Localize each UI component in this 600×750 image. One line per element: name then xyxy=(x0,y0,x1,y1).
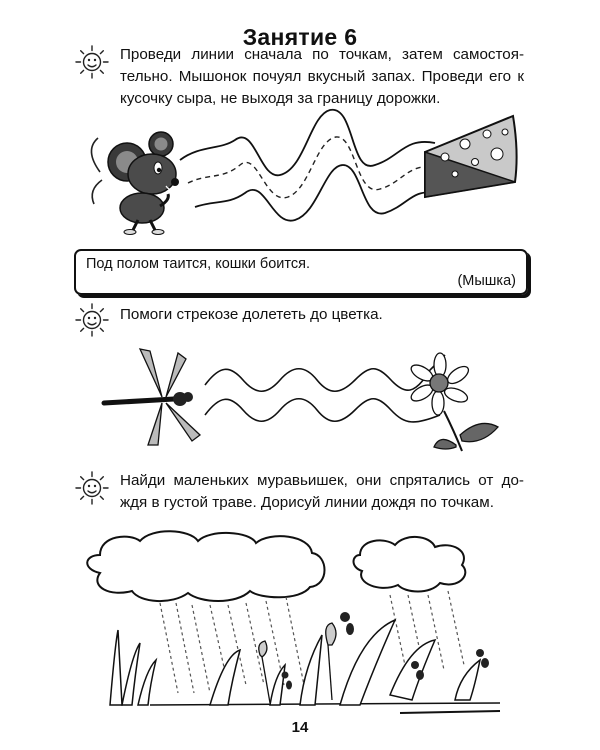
page-number: 14 xyxy=(291,719,309,736)
sun-icon xyxy=(74,470,110,506)
cheese-illustration xyxy=(415,112,520,207)
sun-icon xyxy=(74,44,110,80)
task2-text: Помоги стрекозе долететь до цветка. xyxy=(120,306,383,323)
riddle-answer: (Мышка) xyxy=(457,273,516,289)
cloud-illustration xyxy=(354,537,466,592)
rain-scene xyxy=(60,525,540,715)
wavy-path-track xyxy=(180,105,440,250)
sun-icon xyxy=(74,302,110,338)
cloud-illustration xyxy=(87,531,324,601)
riddle-box xyxy=(74,249,528,295)
task1-text: Проведи линии сначала по точкам, затем самостоя-тельно. Мышонок почуял вкусный запах. Проведи его к кусочку сыра, не выходя за границу дорожки. xyxy=(120,46,524,107)
dragonfly-illustration xyxy=(100,345,215,450)
daisy-illustration xyxy=(410,355,510,455)
riddle-text: Под полом таится, кошки боится. xyxy=(86,256,310,272)
lesson-title: Занятие 6 xyxy=(242,24,358,50)
mouse-illustration xyxy=(80,120,195,235)
task3-text: Найди маленьких муравьишек, они спрятались от до-ждя в густой траве. Дорисуй линии дождя по точкам. xyxy=(120,472,524,511)
